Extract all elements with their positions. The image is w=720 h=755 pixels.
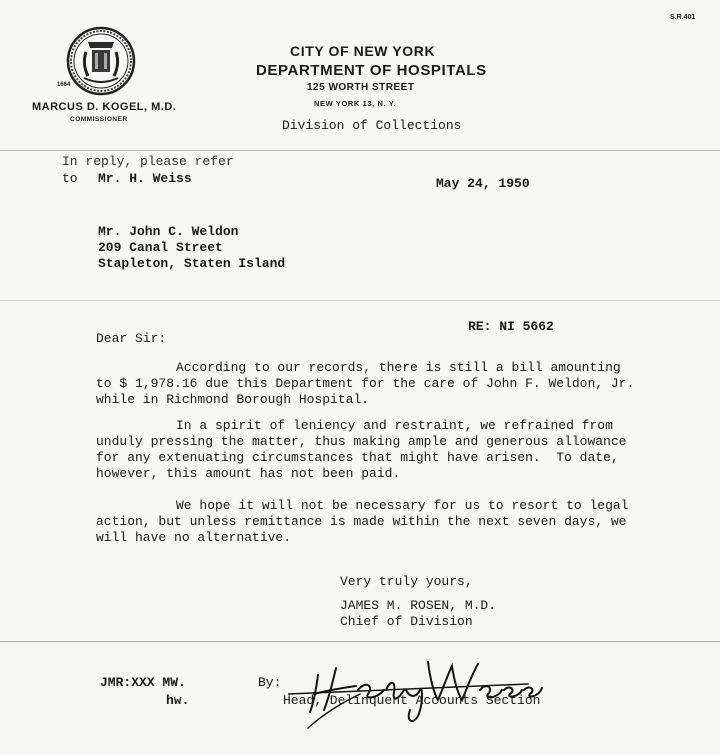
letterhead-city: CITY OF NEW YORK [290, 43, 436, 59]
letterhead-department: DEPARTMENT OF HOSPITALS [256, 62, 487, 79]
seal-year: 1664 [57, 82, 71, 88]
body-text: action, but unless remittance is made within the next seven days, we [96, 514, 627, 529]
handwritten-signature [288, 650, 548, 730]
commissioner-name: MARCUS D. KOGEL, M.D. [32, 101, 177, 113]
body-text: We hope it will not be necessary for us to resort to legal [176, 498, 629, 513]
body-text: According to our records, there is still a bill amounting [176, 360, 621, 375]
body-text: will have no alternative. [96, 530, 292, 545]
typist-initials: JMR:XXX MW. [100, 675, 186, 690]
body-text: while in Richmond Borough Hospital. [96, 392, 370, 407]
body-text: In a spirit of leniency and restraint, we refrained from [176, 418, 613, 433]
fold-line [0, 300, 720, 301]
divider-top [0, 150, 720, 151]
recipient-street: 209 Canal Street [98, 240, 223, 255]
division-name: Division of Collections [282, 118, 462, 133]
reply-reference-line: In reply, please refer [62, 154, 234, 169]
signer-title: Chief of Division [340, 614, 473, 629]
reference-number: RE: NI 5662 [468, 319, 554, 334]
typist-initials-secondary: hw. [166, 693, 190, 708]
body-text: unduly pressing the matter, thus making ample and generous allowance [96, 434, 627, 449]
salutation: Dear Sir: [96, 331, 167, 346]
letterhead-city-line: NEW YORK 13, N. Y. [314, 99, 397, 108]
complimentary-close: Very truly yours, [340, 574, 473, 589]
by-label: By: [258, 675, 282, 690]
city-seal-icon [66, 26, 136, 96]
letterhead-street: 125 WORTH STREET [307, 82, 415, 93]
divider-bottom [0, 641, 720, 642]
body-text: for any extenuating circumstances that might have arisen. To date, [96, 450, 619, 465]
letter-date: May 24, 1950 [436, 176, 530, 191]
recipient-name: Mr. John C. Weldon [98, 224, 239, 239]
form-number: S.R.401 [670, 14, 696, 21]
body-text: however, this amount has not been paid. [96, 466, 401, 481]
recipient-city: Stapleton, Staten Island [98, 256, 286, 271]
signature-title: Head, Delinquent Accounts Section [283, 693, 541, 708]
signer-name: JAMES M. ROSEN, M.D. [340, 598, 497, 613]
reply-reference-name: Mr. H. Weiss [98, 171, 192, 186]
body-text: to $ 1,978.16 due this Department for the care of John F. Weldon, Jr. [96, 376, 635, 391]
reply-reference-prefix: to [62, 171, 78, 186]
commissioner-title: COMMISSIONER [70, 116, 128, 123]
